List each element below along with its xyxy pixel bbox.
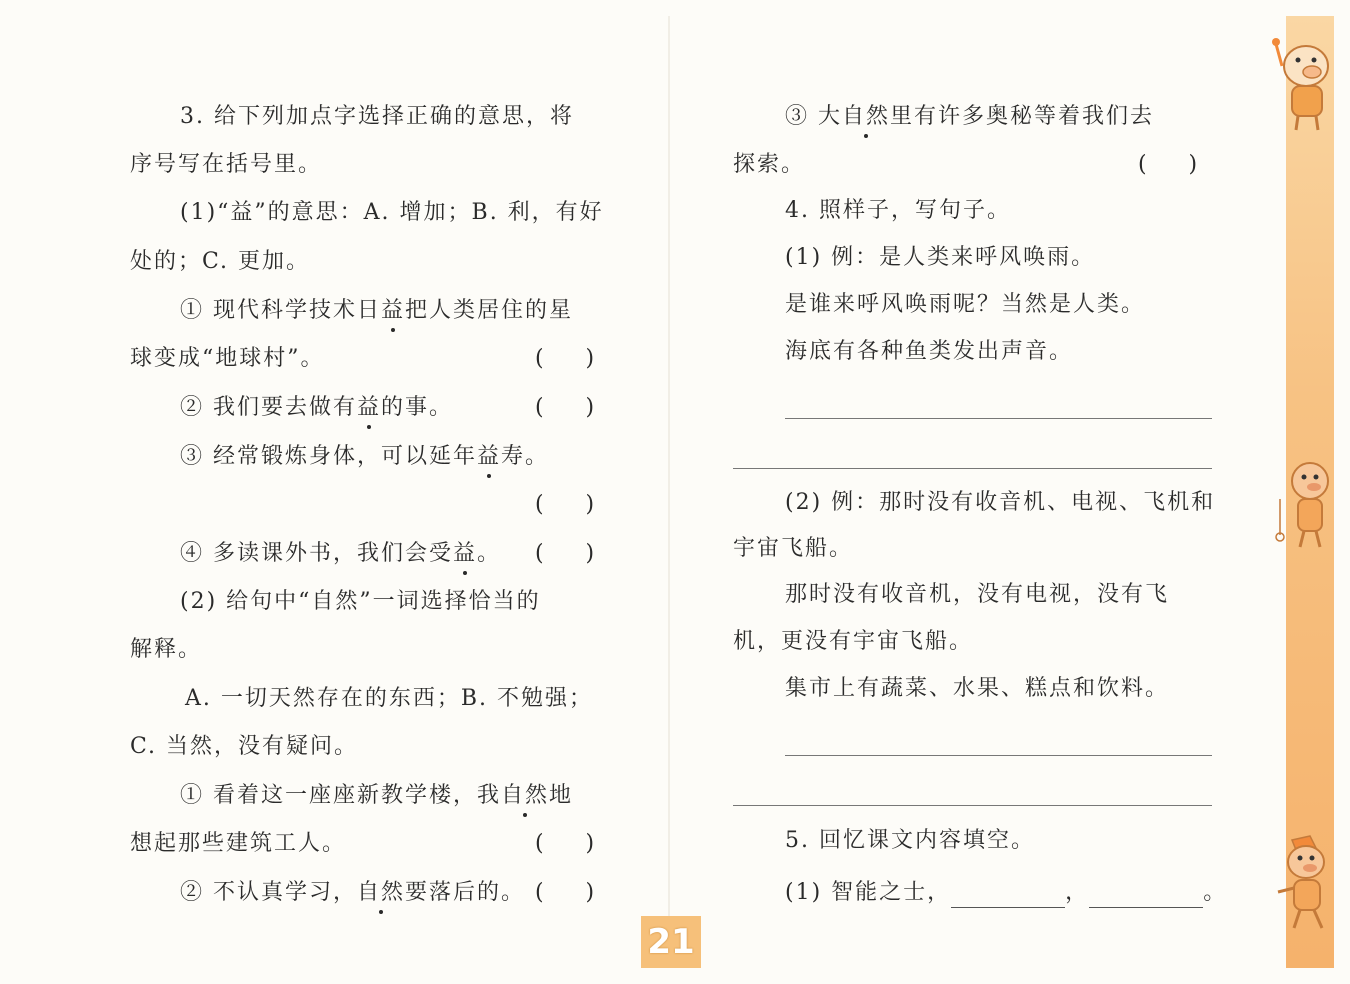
answer-paren-ziran-2[interactable]: ( )	[535, 880, 595, 905]
ziran-question: (2) 给句中“自然”一词选择恰当的	[180, 589, 541, 614]
ziran-sentence-1: ① 看着这一座座新教学楼，我自然地	[180, 781, 573, 811]
answer-line-4[interactable]	[733, 805, 1212, 806]
yi-sentence-4: ④ 多读课外书，我们会受益。	[180, 539, 501, 569]
answer-line-1[interactable]	[785, 418, 1212, 419]
question-3-title-cont: 序号写在括号里。	[130, 152, 323, 177]
yi-sentence-3: ③ 经常锻炼身体，可以延年益寿。	[180, 442, 549, 472]
example-2-rewrite: 那时没有收音机，没有电视，没有飞	[785, 582, 1170, 607]
ziran-options-cont: C. 当然，没有疑问。	[130, 734, 359, 759]
ziran-sentence-1-cont: 想起那些建筑工人。	[130, 831, 347, 856]
pig-cartoon-icon-top	[1268, 36, 1338, 132]
page-number: 21	[641, 916, 701, 968]
example-1-rewrite: 是谁来呼风唤雨呢？当然是人类。	[785, 292, 1146, 317]
answer-paren-yi-2[interactable]: ( )	[535, 395, 595, 420]
pig-cartoon-icon-middle	[1272, 455, 1336, 551]
blank-2[interactable]	[1089, 885, 1203, 908]
answer-line-3[interactable]	[785, 755, 1212, 756]
ziran-sentence-3: ③ 大自然里有许多奥秘等着我们去	[785, 102, 1154, 132]
answer-paren-yi-4[interactable]: ( )	[535, 541, 595, 566]
ziran-sentence-3-cont: 探索。	[733, 152, 806, 177]
yi-sentence-1-cont: 球变成“地球村”。	[130, 346, 325, 371]
answer-paren-yi-3[interactable]: ( )	[535, 492, 595, 517]
yi-meaning-options-cont: 处的；C. 更加。	[130, 249, 311, 274]
example-1: (1) 例：是人类来呼风唤雨。	[785, 245, 1096, 270]
blank-1[interactable]	[951, 885, 1065, 908]
exercise-1-sentence: 海底有各种鱼类发出声音。	[785, 339, 1074, 364]
question-3-title: 3. 给下列加点字选择正确的意思，将	[180, 104, 574, 129]
ziran-question-cont: 解释。	[130, 637, 203, 662]
yi-sentence-2: ② 我们要去做有益的事。	[180, 393, 453, 423]
yi-meaning-options: (1)“益”的意思：A. 增加；B. 利，有好	[180, 200, 604, 225]
question-5-title: 5. 回忆课文内容填空。	[785, 828, 1035, 853]
example-2-rewrite-cont: 机，更没有宇宙飞船。	[733, 629, 974, 654]
answer-paren-ziran-3[interactable]: ( )	[1138, 152, 1198, 177]
example-2-cont: 宇宙飞船。	[733, 536, 854, 561]
ziran-sentence-2: ② 不认真学习，自然要落后的。	[180, 878, 525, 908]
answer-paren-yi-1[interactable]: ( )	[535, 346, 595, 371]
page-gutter	[668, 16, 670, 968]
answer-paren-ziran-1[interactable]: ( )	[535, 831, 595, 856]
ziran-options: A. 一切天然存在的东西；B. 不勉强；	[185, 686, 594, 711]
fill-blank-1: (1) 智能之士， ， 。	[785, 878, 1227, 908]
exercise-2-sentence: 集市上有蔬菜、水果、糕点和饮料。	[785, 676, 1170, 701]
answer-line-2[interactable]	[733, 468, 1212, 469]
example-2: (2) 例：那时没有收音机、电视、飞机和	[785, 490, 1216, 515]
yi-sentence-1: ① 现代科学技术日益把人类居住的星	[180, 296, 573, 326]
pig-cartoon-icon-bottom	[1270, 832, 1336, 932]
question-4-title: 4. 照样子，写句子。	[785, 198, 1011, 223]
